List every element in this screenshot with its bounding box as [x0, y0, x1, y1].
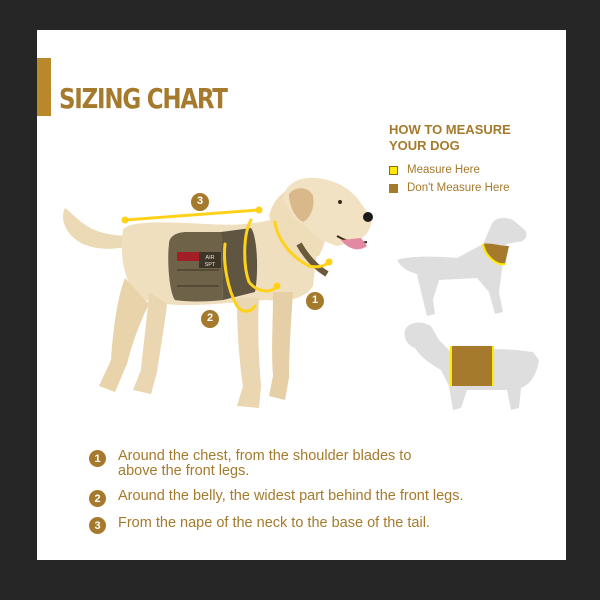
instruction-text: From the nape of the neck to the base of the tail. [118, 515, 430, 531]
dog-silhouette-belly-icon [405, 323, 539, 410]
instruction-number: 2 [89, 490, 106, 507]
instruction-number: 3 [89, 517, 106, 534]
patch-text: SPT [204, 262, 216, 268]
legend-label: Measure Here [407, 164, 480, 176]
instruction-3 [89, 516, 498, 534]
instruction-text: Around the chest, from the shoulder blades to [118, 448, 412, 464]
page-title: SIZING CHART [59, 82, 227, 115]
instruction-text: Around the belly, the widest part behind the front legs. [118, 488, 464, 504]
sizing-chart-card [37, 30, 566, 560]
instruction-text: above the front legs. [118, 463, 250, 479]
dog-silhouette-neck-icon [397, 218, 527, 316]
legend-label: Don't Measure Here [407, 182, 510, 194]
callout-3-label: 3 [196, 195, 204, 207]
how-to-measure-line1: HOW TO MEASURE [389, 122, 511, 137]
instruction-number: 1 [89, 450, 106, 467]
how-to-measure-line2: YOUR DOG [389, 138, 460, 153]
instruction-2 [89, 489, 498, 507]
dog-illustration [37, 30, 566, 560]
callout-1-label: 1 [311, 294, 319, 306]
callout-2-label: 2 [206, 312, 214, 324]
patch-text: AIR [205, 255, 215, 261]
instruction-1 [89, 449, 498, 479]
